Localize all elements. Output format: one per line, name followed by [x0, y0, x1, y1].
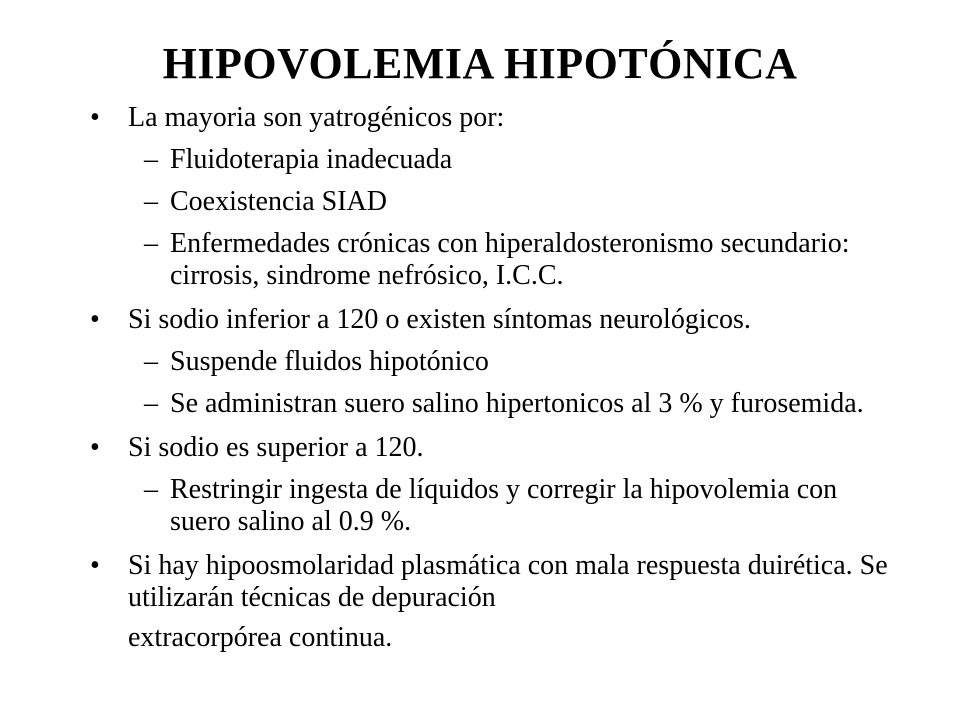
sub-bullet-text: Restringir ingesta de líquidos y corregir la hipovolemia con suero salino al 0.9 %.: [170, 474, 838, 537]
sub-bullet-text: Coexistencia SIAD: [170, 186, 387, 217]
sub-bullet-item: [88, 346, 888, 378]
bullet-item: [88, 550, 888, 654]
bullet-text: La mayoria son yatrogénicos por:: [128, 102, 505, 133]
bullet-list: [88, 92, 888, 654]
dash-icon: –: [144, 388, 158, 419]
sub-bullet-item: [88, 144, 888, 176]
bullet-dot-icon: •: [90, 304, 100, 335]
bullet-dot-icon: •: [90, 432, 100, 463]
dash-icon: –: [144, 474, 158, 505]
bullet-item: [88, 432, 888, 464]
bullet-dot-icon: •: [90, 102, 100, 133]
dash-icon: –: [144, 186, 158, 217]
bullet-text: Si sodio es superior a 120.: [128, 432, 424, 463]
bullet-dot-icon: •: [90, 550, 100, 581]
bullet-text: Si sodio inferior a 120 o existen síntomas neurológicos.: [128, 304, 751, 335]
sub-bullet-text: Suspende fluidos hipotónico: [170, 346, 489, 377]
dash-icon: –: [144, 144, 158, 175]
sub-bullet-item: [88, 388, 888, 420]
bullet-item: [88, 304, 888, 336]
sub-bullet-text: Fluidoterapia inadecuada: [170, 144, 453, 175]
bullet-text: Si hay hipoosmolaridad plasmática con mala respuesta duirética. Se utilizarán técnicas de depuración: [128, 550, 888, 613]
sub-bullet-item: [88, 474, 888, 538]
dash-icon: –: [144, 228, 158, 259]
dash-icon: –: [144, 346, 158, 377]
sub-bullet-text: Se administran suero salino hipertonicos al 3 % y furosemida.: [170, 388, 864, 419]
sub-bullet-item: [88, 228, 888, 292]
sub-bullet-text: Enfermedades crónicas con hiperaldosteronismo secundario: cirrosis, sindrome nefrósico, I.C.C.: [170, 228, 850, 291]
bullet-item: [88, 102, 888, 134]
sub-bullet-item: [88, 186, 888, 218]
bullet-continuation-text: extracorpórea continua.: [128, 622, 393, 653]
slide-title: HIPOVOLEMIA HIPOTÓNICA: [162, 39, 798, 88]
